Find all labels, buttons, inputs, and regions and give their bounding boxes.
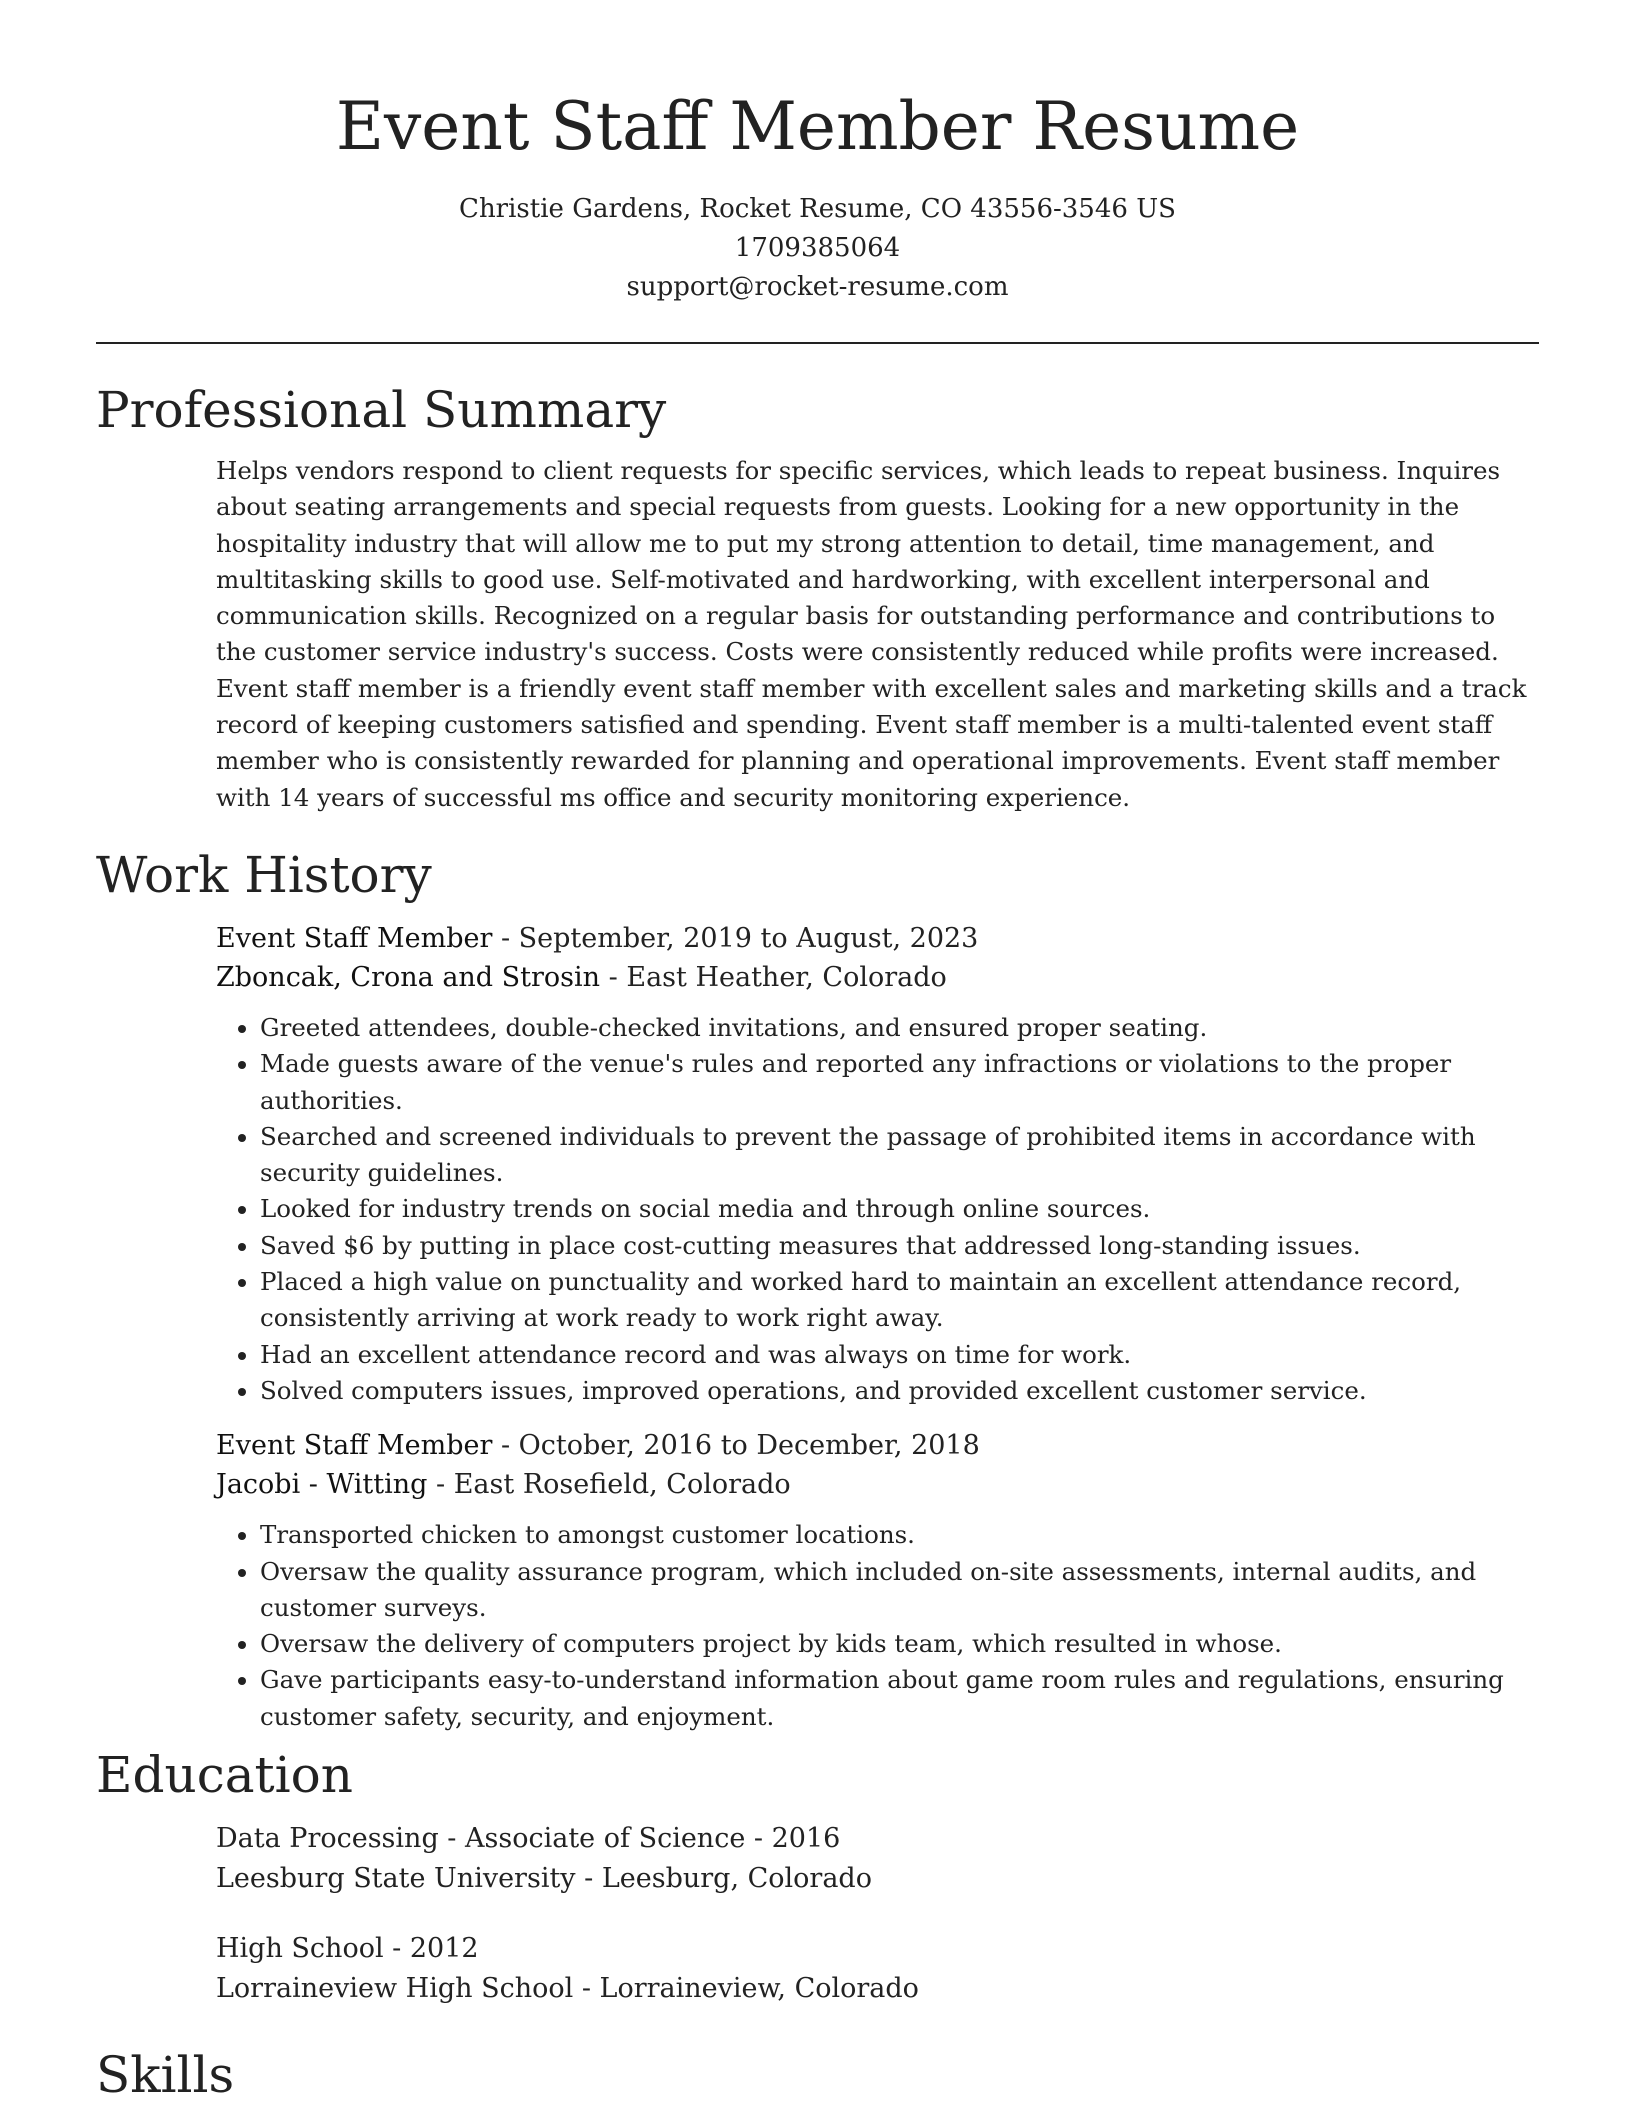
education-year: - 2012	[383, 1933, 479, 1964]
job-entry	[216, 920, 1539, 1409]
job-bullet: • Placed a high value on punctuality and worked hard to maintain an excellent attendance record, consistently arriving at work ready to work right away.	[260, 1264, 1539, 1337]
job-company: Zboncak, Crona and Strosin	[216, 961, 601, 993]
job-title-line	[216, 920, 1539, 959]
education-school-line	[216, 1859, 1539, 1899]
contact-phone: 1709385064	[734, 233, 901, 263]
job-bullet: • Greeted attendees, double-checked invitations, and ensured proper seating.	[260, 1010, 1539, 1046]
resume-header	[96, 0, 1539, 307]
job-bullets	[216, 1517, 1539, 1735]
contact-email: support@rocket-resume.com	[626, 272, 1009, 302]
header-divider	[96, 342, 1539, 344]
skills-heading: Skills	[96, 2046, 235, 2104]
job-bullet: • Had an excellent attendance record and was always on time for work.	[260, 1337, 1539, 1373]
resume-page	[96, 0, 1539, 2104]
job-dates: - September, 2019 to August, 2023	[492, 923, 979, 954]
job-bullet: • Searched and screened individuals to prevent the passage of prohibited items in accordance with security guidelines.	[260, 1119, 1539, 1192]
job-entry	[216, 1427, 1539, 1735]
education-degree: High School	[216, 1933, 384, 1964]
job-bullet: • Looked for industry trends on social media and through online sources.	[260, 1191, 1539, 1227]
job-bullets	[216, 1010, 1539, 1409]
job-bullet: • Oversaw the quality assurance program, which included on-site assessments, internal audits, and customer surveys.	[260, 1554, 1539, 1627]
resume-title: Event Staff Member Resume	[335, 88, 1300, 165]
education-entry	[216, 1929, 1539, 2009]
education-degree-line	[216, 1819, 1539, 1859]
job-title: Event Staff Member	[216, 923, 493, 954]
work-history-section	[96, 845, 1539, 1735]
education-section	[96, 1745, 1539, 2009]
education-school: Lorraineview High School	[216, 1973, 574, 2004]
job-company-line	[216, 1466, 1539, 1505]
job-title: Event Staff Member	[216, 1430, 493, 1462]
job-bullet: • Transported chicken to amongst customer locations.	[260, 1517, 1539, 1553]
education-degree-line	[216, 1929, 1539, 1969]
summary-text: Helps vendors respond to client requests for specific services, which leads to repeat business. Inquires about seating arrangements and special requests from guests. Looking for a new opportunity in the hospitality industry that will allow me to put my strong attention to detail, time management, and multitasking skills to good use. Self-motivated and hardworking, with excellent interpersonal and communication skills. Recognized on a regular basis for outstanding performance and contributions to the customer service industry's success. Costs were consistently reduced while profits were increased. Event staff member is a friendly event staff member with excellent sales and marketing skills and a track record of keeping customers satisfied and spending. Event staff member is a multi-talented event staff member who is consistently rewarded for planning and operational improvements. Event staff member with 14 years of successful ms office and security monitoring experience.	[216, 456, 1527, 812]
contact-block	[96, 190, 1539, 307]
job-bullet: • Made guests aware of the venue's rules and reported any infractions or violations to the proper authorities.	[260, 1046, 1539, 1119]
job-dates: - October, 2016 to December, 2018	[492, 1430, 980, 1462]
education-degree: Data Processing - Associate of Science	[216, 1823, 746, 1854]
job-bullet: • Gave participants easy-to-understand information about game room rules and regulations, ensuring customer safety, security, and enjoyment.	[260, 1662, 1539, 1735]
work-history-heading: Work History	[96, 846, 432, 904]
job-title-line	[216, 1427, 1539, 1466]
education-school-line	[216, 1969, 1539, 2009]
education-location: - Leesburg, Colorado	[575, 1863, 872, 1894]
job-company-line	[216, 959, 1539, 998]
education-location: - Lorraineview, Colorado	[573, 1973, 919, 2004]
job-location: - East Heather, Colorado	[600, 961, 947, 993]
education-heading: Education	[96, 1746, 353, 1804]
job-bullet: • Solved computers issues, improved operations, and provided excellent customer service.	[260, 1373, 1539, 1409]
skills-section	[96, 2045, 1539, 2105]
education-school: Leesburg State University	[216, 1863, 576, 1894]
summary-section	[96, 380, 1539, 816]
job-bullet: • Oversaw the delivery of computers project by kids team, which resulted in whose.	[260, 1626, 1539, 1662]
education-entry	[216, 1819, 1539, 1899]
contact-address: Christie Gardens, Rocket Resume, CO 43556-3546 US	[459, 194, 1176, 224]
education-year: - 2016	[745, 1823, 841, 1854]
job-company: Jacobi - Witting	[216, 1468, 428, 1500]
summary-heading: Professional Summary	[96, 381, 667, 439]
job-bullet: • Saved $6 by putting in place cost-cutting measures that addressed long-standing issues.	[260, 1228, 1539, 1264]
job-location: - East Rosefield, Colorado	[427, 1468, 791, 1500]
